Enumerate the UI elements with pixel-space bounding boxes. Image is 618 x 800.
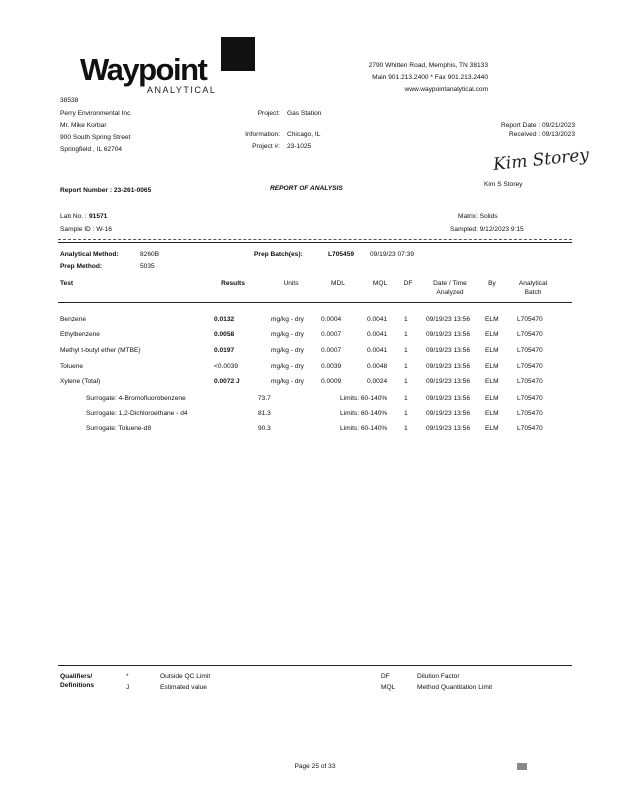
surrogate-by: ELM xyxy=(485,410,499,417)
project-number-label: Project #: xyxy=(252,143,280,150)
client-contact: Mr. Mike Korbar xyxy=(60,122,107,129)
surrogate-by: ELM xyxy=(485,395,499,402)
definition-df-symbol: DF xyxy=(381,673,390,680)
col-header-batch-2: Batch xyxy=(524,289,542,296)
col-header-test: Test xyxy=(60,280,74,287)
analytical-method-label: Analytical Method: xyxy=(60,251,119,258)
prep-method-value: 5035 xyxy=(140,263,155,270)
definition-mql-symbol: MQL xyxy=(381,684,396,691)
cell-test: Benzene xyxy=(60,316,87,323)
cell-date: 09/19/23 13:56 xyxy=(426,363,470,370)
sample-divider-solid xyxy=(58,242,572,243)
cell-test: Toluene xyxy=(60,363,84,370)
prep-batch-label: Prep Batch(es): xyxy=(254,251,303,258)
cell-batch: L705470 xyxy=(517,347,543,354)
cell-by: ELM xyxy=(485,363,499,370)
cell-results: <0.0039 xyxy=(214,363,239,370)
cell-df: 1 xyxy=(404,316,408,323)
col-header-batch-1: Analytical xyxy=(518,280,548,287)
project-label: Project: xyxy=(257,110,280,117)
surrogate-df: 1 xyxy=(404,410,408,417)
signature: Kim Storey xyxy=(492,145,590,175)
logo-square-icon xyxy=(221,37,255,71)
definition-mql-text: Method Quantitation Limit xyxy=(417,684,493,691)
cell-df: 1 xyxy=(404,347,408,354)
cell-batch: L705470 xyxy=(517,363,543,370)
cell-mql: 0.0041 xyxy=(367,316,388,323)
surrogate-limits: Limits: 60-140% xyxy=(340,410,388,417)
qualifier-text: Outside QC Limit xyxy=(160,673,211,680)
cell-mdl: 0.0007 xyxy=(321,331,342,338)
cell-by: ELM xyxy=(485,378,499,385)
cell-results: 0.0197 xyxy=(214,347,235,354)
cell-test: Methyl t-butyl ether (MTBE) xyxy=(60,347,141,354)
surrogate-batch: L705470 xyxy=(517,395,543,402)
cell-batch: L705470 xyxy=(517,331,543,338)
qualifier-text: Estimated value xyxy=(160,684,207,691)
cell-results: 0.0058 xyxy=(214,331,235,338)
lab-number-value: 91571 xyxy=(89,213,108,220)
cell-units: mg/kg - dry xyxy=(271,331,304,338)
col-header-mdl: MDL xyxy=(331,280,345,287)
table-header-divider xyxy=(58,302,572,303)
cell-by: ELM xyxy=(485,347,499,354)
cell-mql: 0.0041 xyxy=(367,347,388,354)
col-header-mql: MQL xyxy=(372,280,388,287)
sampled-date: Sampled: 9/12/2023 9:15 xyxy=(450,226,524,233)
cell-mql: 0.0048 xyxy=(367,363,388,370)
cell-units: mg/kg - dry xyxy=(271,316,304,323)
col-header-by: By xyxy=(488,280,496,287)
cell-date: 09/19/23 13:56 xyxy=(426,316,470,323)
cell-mql: 0.0024 xyxy=(367,378,388,385)
surrogate-name: Surrogate: 1,2-Dichloroethane - d4 xyxy=(86,410,188,417)
cell-by: ELM xyxy=(485,316,499,323)
col-header-date-1: Date / Time xyxy=(433,280,467,287)
cell-test: Ethylbenzene xyxy=(60,331,100,338)
analytical-method-value: 8260B xyxy=(140,251,160,258)
col-header-df: DF xyxy=(403,280,413,287)
surrogate-limits: Limits: 60-140% xyxy=(340,425,388,432)
qualifier-symbol: * xyxy=(126,673,129,680)
report-date: Report Date : 09/21/2023 xyxy=(500,122,575,129)
received-date: Received : 09/13/2023 xyxy=(509,131,575,138)
company-logo-wordmark: Waypoint xyxy=(80,52,207,87)
surrogate-value: 90.3 xyxy=(258,425,271,432)
cell-mdl: 0.0009 xyxy=(321,378,342,385)
cell-test: Xylene (Total) xyxy=(60,378,101,385)
cell-date: 09/19/23 13:56 xyxy=(426,347,470,354)
col-header-date-2: Analyzed xyxy=(436,289,464,296)
project-info-label: Information: xyxy=(245,131,280,138)
cell-date: 09/19/23 13:56 xyxy=(426,378,470,385)
surrogate-by: ELM xyxy=(485,425,499,432)
company-phone: Main 901.213.2400 * Fax 901.213.2440 xyxy=(372,74,488,81)
lab-number-label: Lab No. : xyxy=(60,213,87,220)
cell-mdl: 0.0004 xyxy=(321,316,342,323)
surrogate-limits: Limits: 60-140% xyxy=(340,395,388,402)
cell-date: 09/19/23 13:56 xyxy=(426,331,470,338)
cell-mql: 0.0041 xyxy=(367,331,388,338)
sample-matrix: Matrix: Solids xyxy=(458,213,498,220)
surrogate-df: 1 xyxy=(404,395,408,402)
prep-batch-date: 09/19/23 07:39 xyxy=(370,251,414,258)
client-city: Springfield , IL 62704 xyxy=(60,146,123,153)
page-number: Page 25 of 33 xyxy=(294,763,336,770)
report-title: REPORT OF ANALYSIS xyxy=(270,185,343,192)
cell-df: 1 xyxy=(404,378,408,385)
qualifiers-label-1: Qualifiers/ xyxy=(60,673,93,680)
col-header-results: Results xyxy=(221,280,245,287)
signer-name: Kim S Storey xyxy=(484,181,523,188)
surrogate-date: 09/19/23 13:56 xyxy=(426,410,470,417)
project-number-value: 23-1025 xyxy=(287,143,312,150)
definition-df-text: Dilution Factor xyxy=(417,673,460,680)
company-website: www.waypointanalytical.com xyxy=(404,86,488,93)
qualifiers-label-2: Definitions xyxy=(60,682,95,689)
report-number: Report Number : 23-261-0065 xyxy=(60,187,152,194)
company-logo-subtitle: ANALYTICAL xyxy=(147,85,217,95)
prep-batch-value: L705459 xyxy=(328,251,355,258)
project-value: Gas Station xyxy=(287,110,322,117)
surrogate-value: 81.3 xyxy=(258,410,271,417)
cell-batch: L705470 xyxy=(517,316,543,323)
client-id: 38538 xyxy=(60,97,79,104)
company-address: 2790 Whitten Road, Memphis, TN 38133 xyxy=(368,62,488,69)
cell-mdl: 0.0039 xyxy=(321,363,342,370)
prep-method-label: Prep Method: xyxy=(60,263,103,270)
surrogate-value: 73.7 xyxy=(258,395,271,402)
surrogate-date: 09/19/23 13:56 xyxy=(426,395,470,402)
col-header-units: Units xyxy=(283,280,299,287)
surrogate-date: 09/19/23 13:56 xyxy=(426,425,470,432)
surrogate-name: Surrogate: Toluene-d8 xyxy=(86,425,152,432)
sample-id: Sample ID : W-16 xyxy=(60,226,112,233)
cell-by: ELM xyxy=(485,331,499,338)
sample-divider xyxy=(58,239,572,240)
qualifiers-divider xyxy=(58,665,572,666)
cell-units: mg/kg - dry xyxy=(271,347,304,354)
cell-df: 1 xyxy=(404,363,408,370)
qualifier-symbol: J xyxy=(126,684,130,691)
surrogate-batch: L705470 xyxy=(517,425,543,432)
surrogate-name: Surrogate: 4-Bromofluorobenzene xyxy=(86,395,186,402)
surrogate-batch: L705470 xyxy=(517,410,543,417)
cell-mdl: 0.0007 xyxy=(321,347,342,354)
client-street: 900 South Spring Street xyxy=(60,134,131,141)
cell-results: 0.0072 J xyxy=(214,378,240,385)
page-marker-icon xyxy=(517,763,527,770)
cell-df: 1 xyxy=(404,331,408,338)
surrogate-df: 1 xyxy=(404,425,408,432)
client-name: Perry Environmental Inc xyxy=(60,110,131,117)
cell-batch: L705470 xyxy=(517,378,543,385)
project-info-value: Chicago, IL xyxy=(287,131,321,138)
cell-units: mg/kg - dry xyxy=(271,378,304,385)
cell-results: 0.0132 xyxy=(214,316,235,323)
cell-units: mg/kg - dry xyxy=(271,363,304,370)
